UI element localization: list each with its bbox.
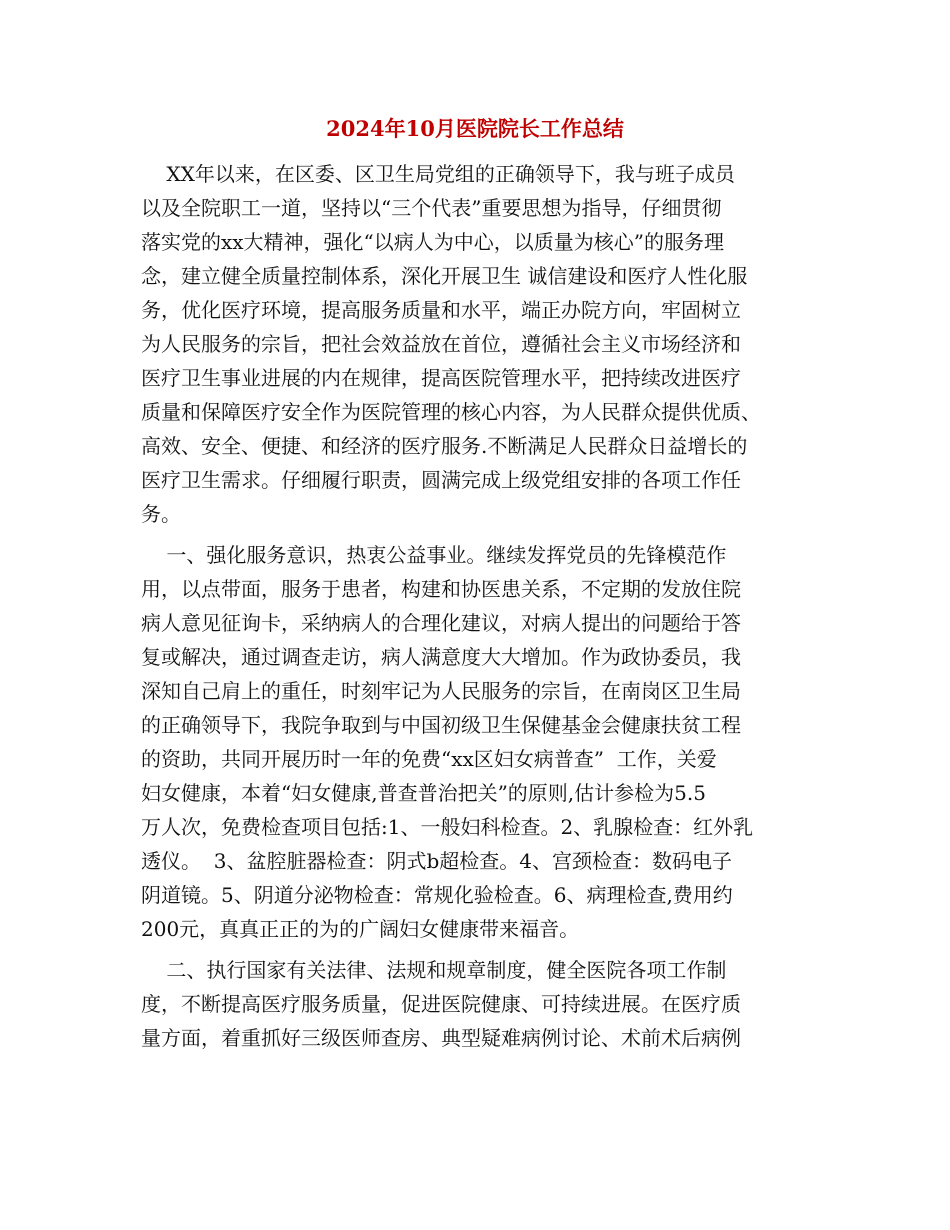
text-line: 念，建立健全质量控制体系，深化开展卫生 诚信建设和医疗人性化服 [141,264,748,288]
text-line: 为人民服务的宗旨，把社会效益放在首位，遵循社会主义市场经济和 [141,332,741,356]
text-line: 一、强化服务意识，热衷公益事业。继续发挥党员的先锋模范作 [141,543,727,567]
text-line: 病人意见征询卡，采纳病人的合理化建议，对病人提出的问题给于答 [141,611,741,635]
text-line: 医疗卫生事业进展的内在规律，提高医院管理水平，把持续改进医疗 [141,366,741,390]
text-line: 用，以点带面，服务于患者，构建和协医患关系，不定期的发放住院 [141,577,741,601]
paragraph [141,538,811,946]
text-line: 妇女健康，本着“妇女健康,普查普治把关”的原则,估计参检为5.5 [141,781,706,805]
text-line: 度，不断提高医疗服务质量，促进医院健康、可持续进展。在医疗质 [141,992,741,1016]
text-line: 透仪。 3、盆腔脏器检查：阴式b超检查。4、宫颈检查：数码电子 [141,849,732,873]
document-title: 2024年10月医院院长工作总结 [326,116,624,141]
text-line: 的正确领导下，我院争取到与中国初级卫生保健基金会健康扶贫工程 [141,713,741,737]
paragraph-gap [141,946,811,953]
paragraph [141,953,811,1055]
text-line: 高效、安全、便捷、和经济的医疗服务.不断满足人民群众日益增长的 [141,434,748,458]
document-body [141,157,811,1055]
text-line: 务，优化医疗环境，提高服务质量和水平，端正办院方向，牢固树立 [141,298,741,322]
paragraph-gap [141,531,811,538]
text-line: 二、执行国家有关法律、法规和规章制度，健全医院各项工作制 [141,958,727,982]
text-line: 深知自己肩上的重任，时刻牢记为人民服务的宗旨，在南岗区卫生局 [141,679,741,703]
text-line: 医疗卫生需求。仔细履行职责，圆满完成上级党组安排的各项工作任 [141,468,741,492]
text-line: 的资助，共同开展历时一年的免费“xx区妇女病普查” 工作，关爱 [141,747,717,771]
text-line: 落实党的xx大精神，强化“以病人为中心，以质量为核心”的服务理 [141,230,725,254]
text-line: XX年以来，在区委、区卫生局党组的正确领导下，我与班子成员 [141,162,735,186]
paragraph [141,157,811,531]
text-line: 量方面，着重抓好三级医师查房、典型疑难病例讨论、术前术后病例 [141,1026,741,1050]
text-line: 务。 [141,502,181,526]
text-line: 复或解决，通过调查走访，病人满意度大大增加。作为政协委员，我 [141,645,741,669]
text-line: 以及全院职工一道，坚持以“三个代表”重要思想为指导，仔细贯彻 [141,196,722,220]
text-line: 万人次，免费检查项目包括:1、一般妇科检查。2、乳腺检查：红外乳 [141,815,754,839]
text-line: 200元，真真正正的为的广阔妇女健康带来福音。 [141,917,580,941]
text-line: 质量和保障医疗安全作为医院管理的核心内容，为人民群众提供优质、 [141,400,761,424]
text-line: 阴道镜。5、阴道分泌物检查：常规化验检查。6、病理检查,费用约 [141,883,733,907]
